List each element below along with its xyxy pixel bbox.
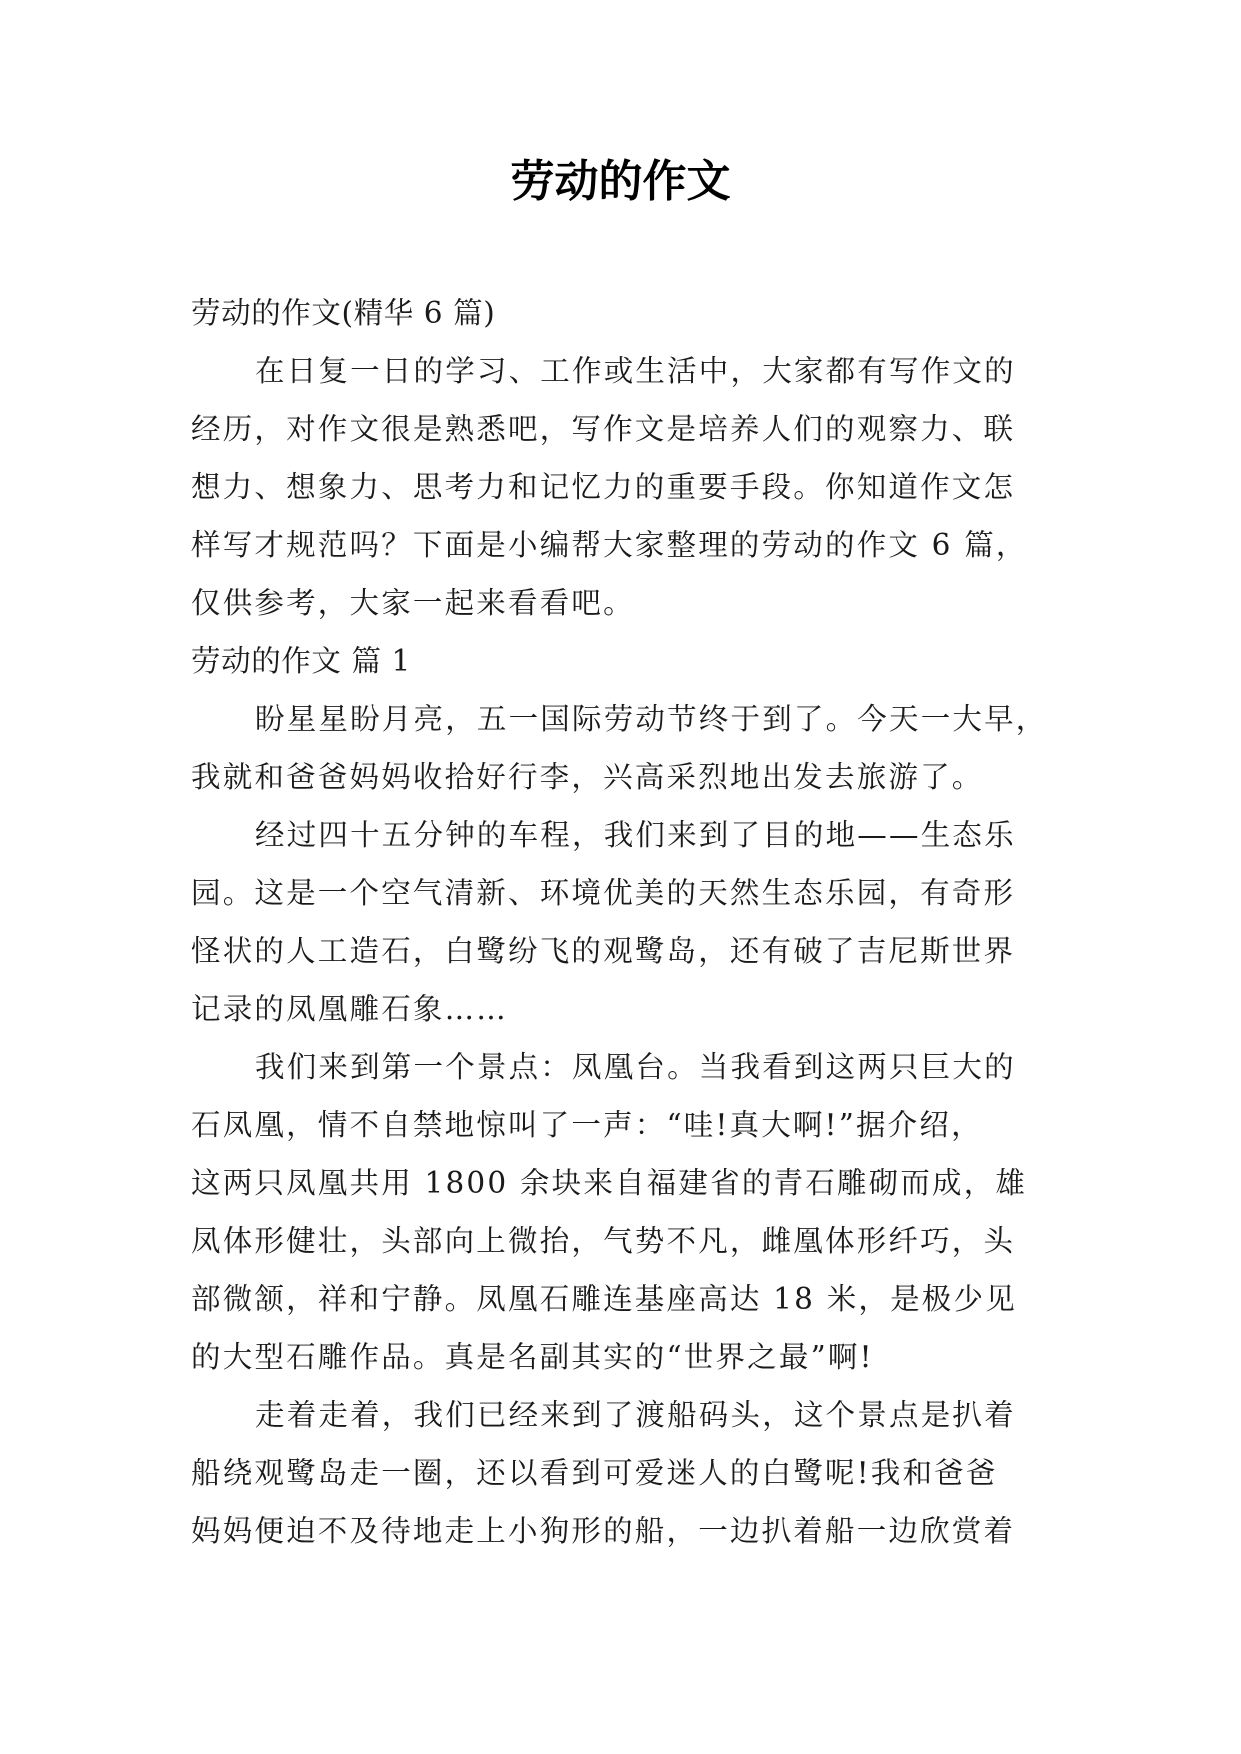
- text-line: 我就和爸爸妈妈收拾好行李，兴高采烈地出发去旅游了。: [191, 760, 984, 794]
- text-line: 我们来到第一个景点：凤凰台。当我看到这两只巨大的: [255, 1050, 1016, 1084]
- text-line: 石凤凰，情不自禁地惊叫了一声：“哇!真大啊!”据介绍，: [191, 1108, 983, 1142]
- text-line: 凤体形健壮，头部向上微抬，气势不凡，雌凰体形纤巧，头: [191, 1224, 1016, 1258]
- text-line: 仅供参考，大家一起来看看吧。: [191, 586, 635, 620]
- text-line: 怪状的人工造石，白鹭纷飞的观鹭岛，还有破了吉尼斯世界: [191, 934, 1016, 968]
- text-line: 想力、想象力、思考力和记忆力的重要手段。你知道作文怎: [191, 470, 1016, 504]
- text-line: 妈妈便迫不及待地走上小狗形的船，一边扒着船一边欣赏着: [191, 1514, 1016, 1548]
- section-heading: 劳动的作文 篇 1: [191, 644, 411, 678]
- text-line: 走着走着，我们已经来到了渡船码头，这个景点是扒着: [255, 1398, 1016, 1432]
- document-body: [191, 284, 1063, 1560]
- section-heading: 劳动的作文(精华 6 篇): [191, 296, 496, 330]
- text-line: 部微颔，祥和宁静。凤凰石雕连基座高达 18 米，是极少见: [191, 1282, 1017, 1316]
- text-line: 经过四十五分钟的车程，我们来到了目的地——生态乐: [255, 818, 1016, 852]
- text-line: 记录的凤凰雕石象……: [191, 992, 509, 1026]
- page-title: 劳动的作文: [510, 156, 731, 207]
- text-line: 园。这是一个空气清新、环境优美的天然生态乐园，有奇形: [191, 876, 1016, 910]
- text-line: 经历，对作文很是熟悉吧，写作文是培养人们的观察力、联: [191, 412, 1016, 446]
- text-line: 样写才规范吗？下面是小编帮大家整理的劳动的作文 6 篇，: [191, 528, 1028, 562]
- text-line: 这两只凤凰共用 1800 余块来自福建省的青石雕砌而成，雄: [191, 1166, 1028, 1200]
- text-line: 的大型石雕作品。真是名副其实的“世界之最”啊!: [191, 1340, 874, 1374]
- text-line: 船绕观鹭岛走一圈，还以看到可爱迷人的白鹭呢!我和爸爸: [191, 1456, 998, 1490]
- text-line: 在日复一日的学习、工作或生活中，大家都有写作文的: [255, 354, 1016, 388]
- text-line: 盼星星盼月亮，五一国际劳动节终于到了。今天一大早，: [255, 702, 1048, 736]
